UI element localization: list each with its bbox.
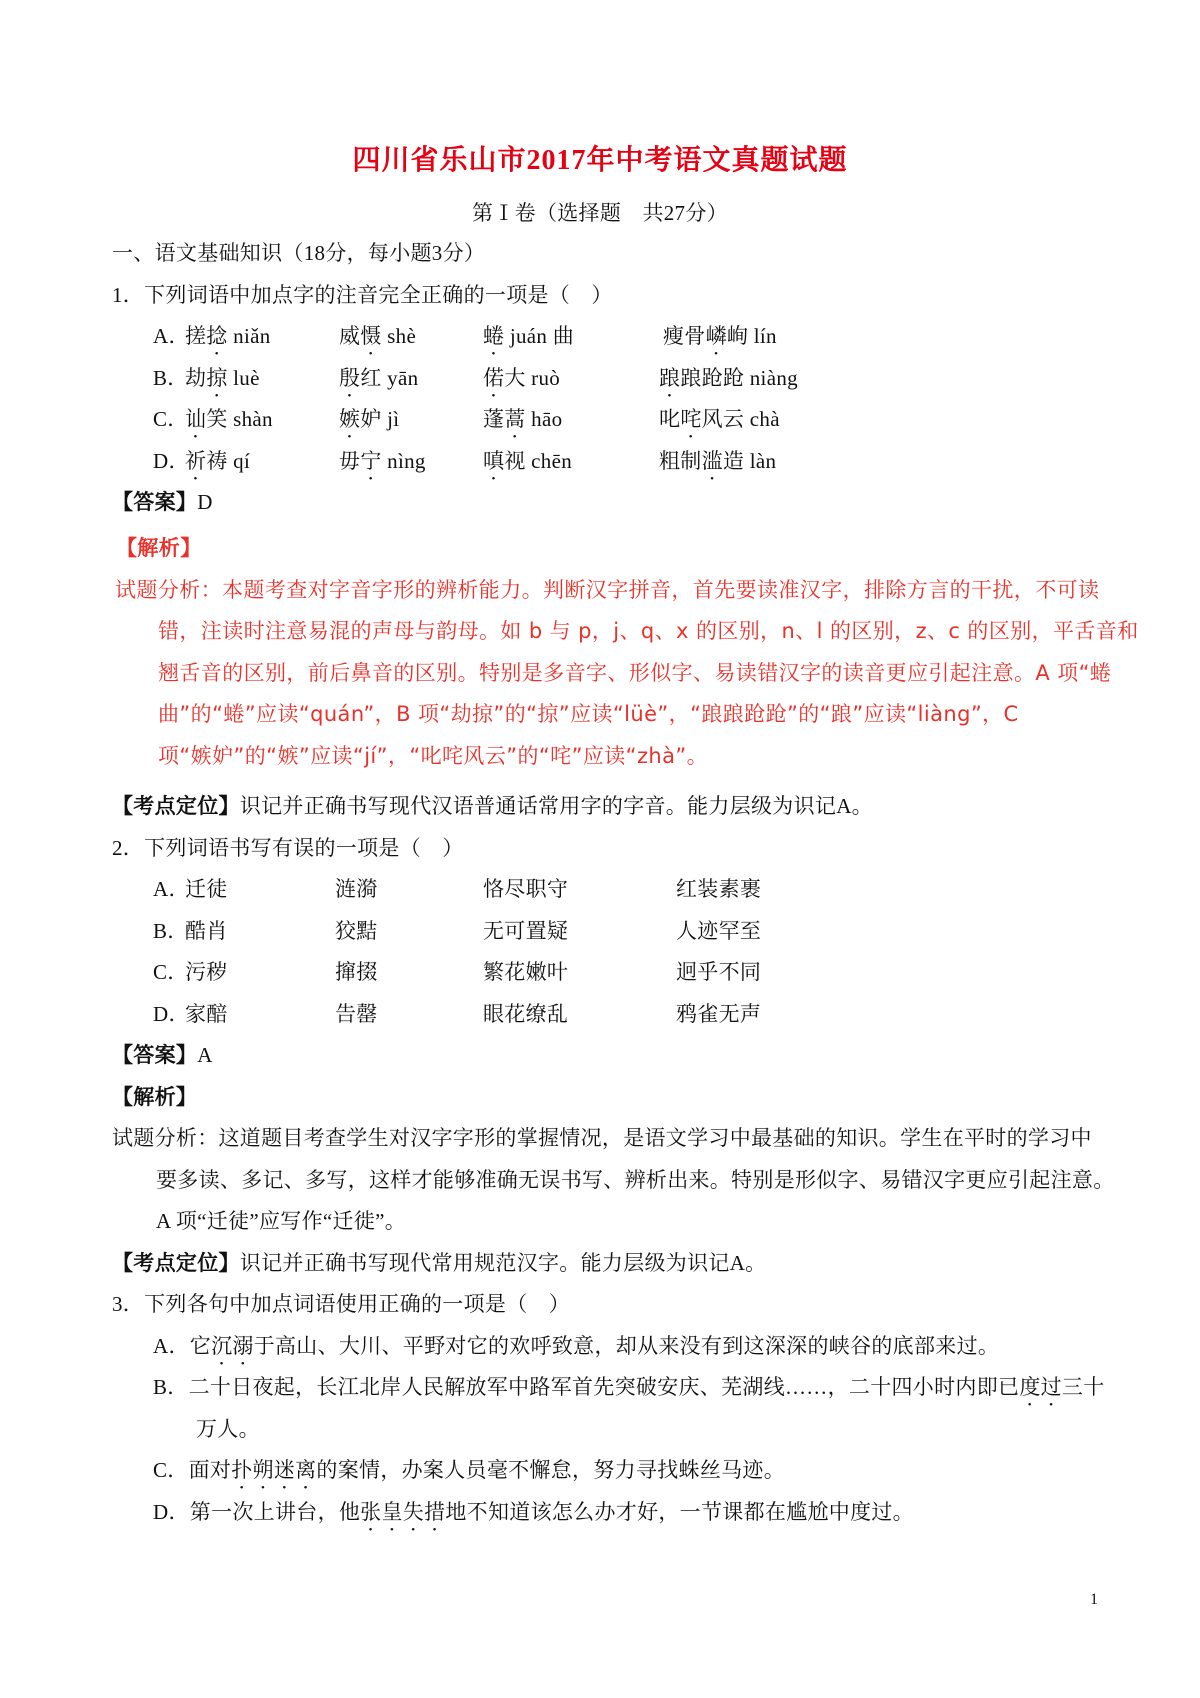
- text-run: 瘦骨: [663, 324, 706, 348]
- emphasized-text: 蜷: [483, 324, 505, 348]
- option-item: [663, 316, 777, 360]
- option-item: [185, 358, 260, 402]
- text-run: nìng: [381, 448, 426, 473]
- option-sentence: [189, 1458, 785, 1482]
- option-item: 涟漪: [335, 877, 378, 901]
- option-item: 家醅: [185, 1001, 228, 1026]
- analysis-label: 【解析】: [112, 1084, 198, 1109]
- text-run: 威: [339, 324, 361, 348]
- answer-line: [0, 1035, 1200, 1077]
- option-letter: B．: [153, 1375, 189, 1399]
- text-run: 于高山、大川、平野对它的欢呼致意，却从来没有到这深深的峡谷的底部来过。: [253, 1333, 1000, 1358]
- option-item: 无可置疑: [483, 918, 569, 943]
- option-sentence: [190, 1500, 914, 1524]
- option-item: [483, 316, 574, 360]
- emphasized-text: 蒿: [504, 407, 526, 431]
- text-run: 它: [189, 1333, 212, 1358]
- text-run: shè: [381, 324, 417, 348]
- option-item: 迥乎不同: [676, 960, 762, 984]
- text-run: 万人。: [196, 1416, 260, 1441]
- emphasized-text: 慑: [360, 324, 382, 348]
- text-run: 粗制: [659, 448, 702, 473]
- text-run: 搓: [185, 324, 207, 348]
- option-item: [339, 399, 399, 443]
- text-run: juán 曲: [504, 324, 575, 348]
- key-point-text: 识记并正确书写现代常用规范汉字。能力层级为识记A。: [239, 1250, 767, 1275]
- text-run: 笑 shàn: [206, 407, 273, 431]
- question-2: [0, 828, 1200, 1285]
- option-row-a: [0, 316, 1200, 358]
- key-point-label: 【考点定位】: [112, 794, 240, 818]
- emphasized-text: 宁: [360, 448, 382, 473]
- section-heading: 一、语文基础知识（18分，每小题3分）: [112, 241, 486, 265]
- emphasized-text: 捻: [206, 324, 228, 348]
- text-run: 造 làn: [722, 448, 777, 473]
- option-sentence: [196, 1417, 260, 1441]
- answer-label: 【答案】: [112, 1043, 198, 1067]
- option-item: 酷肖: [185, 918, 228, 943]
- text-run: 踉跄跄 niàng: [680, 365, 798, 390]
- option-letter: A．: [153, 877, 190, 901]
- option-letter: C．: [153, 407, 189, 431]
- volume-heading: 第Ⅰ卷（选择题 共27分）: [472, 201, 728, 225]
- option-letter: A．: [153, 1333, 190, 1358]
- analysis-line: 要多读、多记、多写，这样才能够准确无误书写、辨析出来。特别是形似字、易错汉字更应引起注意。: [156, 1167, 1115, 1192]
- emphasized-text: 踉: [659, 365, 681, 390]
- option-letter: B．: [153, 918, 189, 943]
- text-run: niǎn: [227, 324, 271, 348]
- emphasized-text: 张皇失措: [360, 1499, 446, 1524]
- option-row-b: [0, 358, 1200, 400]
- analysis-line: 试题分析：本题考查对字音字形的辨析能力。判断汉字拼音，首先要读准汉字，排除方言的干扰，不可读: [115, 577, 1100, 602]
- option-row-d: [0, 994, 1200, 1036]
- option-item: 撺掇: [335, 960, 378, 984]
- option-sentence: [190, 1334, 999, 1358]
- analysis-line: A 项“迁徒”应写作“迁徙”。: [156, 1209, 407, 1233]
- text-run: 地不知道该怎么办才好，一节课都在尴尬中度过。: [445, 1499, 914, 1524]
- answer-label: 【答案】: [112, 490, 198, 514]
- option-item: 迁徒: [185, 877, 228, 901]
- key-point-line: [0, 786, 1200, 828]
- text-run: 叱: [659, 407, 681, 431]
- answer-value: D: [197, 490, 213, 514]
- option-item: [185, 399, 273, 443]
- analysis-label: 【解析】: [116, 536, 202, 560]
- emphasized-text: 掠: [206, 365, 228, 390]
- text-run: 风云 chà: [701, 407, 780, 431]
- text-run: 的案情，办案人员毫不懈怠，努力寻找蛛丝马迹。: [316, 1458, 786, 1482]
- question-stem: 2．下列词语书写有误的一项是（ ）: [112, 835, 464, 860]
- analysis-line: 项“嫉妒”的“嫉”应读“jí”，“叱咤风云”的“咤”应读“zhà”。: [158, 743, 709, 768]
- option-item: [339, 316, 416, 360]
- page-title: 四川省乐山市2017年中考语文真题试题: [352, 145, 848, 176]
- emphasized-text: 嗔: [483, 448, 505, 473]
- option-item: [483, 441, 572, 485]
- emphasized-text: 咤: [680, 407, 702, 431]
- text-run: 第一次上讲台，他: [189, 1499, 361, 1524]
- option-item: 鸦雀无声: [676, 1001, 762, 1026]
- page-number: 1: [1090, 1591, 1099, 1608]
- option-letter: C．: [153, 1458, 189, 1482]
- option-row-c: [0, 399, 1200, 441]
- option-letter: A．: [153, 324, 190, 348]
- text-run: 面对: [188, 1458, 232, 1482]
- key-point-text: 识记并正确书写现代汉语普通话常用字的字音。能力层级为识记A。: [239, 794, 873, 818]
- option-letter: C．: [153, 960, 189, 984]
- answer-value: A: [197, 1043, 213, 1067]
- emphasized-text: 殷: [339, 365, 361, 390]
- option-row-c: [0, 1450, 1200, 1492]
- option-item: 眼花缭乱: [483, 1001, 569, 1026]
- option-item: 红装素裹: [676, 877, 762, 901]
- option-item: 污秽: [185, 960, 228, 984]
- option-item: [659, 441, 776, 485]
- question-stem: 1．下列词语中加点字的注音完全正确的一项是（ ）: [112, 282, 613, 307]
- emphasized-text: 沉溺: [211, 1333, 254, 1358]
- option-letter: B．: [153, 365, 189, 390]
- option-item: [659, 399, 780, 443]
- option-row-c: [0, 952, 1200, 994]
- option-row-b-continuation: [0, 1409, 1200, 1451]
- option-sentence: [189, 1375, 1105, 1399]
- emphasized-text: 嫉: [339, 407, 361, 431]
- option-item: [185, 316, 271, 360]
- question-stem: 3．下列各句中加点词语使用正确的一项是（ ）: [112, 1292, 571, 1316]
- option-row-d: [0, 1492, 1200, 1534]
- option-row-a: [0, 1326, 1200, 1368]
- option-item: [483, 399, 562, 443]
- question-3: [0, 1284, 1200, 1533]
- text-run: 毋: [339, 448, 361, 473]
- emphasized-text: 讪: [185, 407, 207, 431]
- text-run: 妒 jì: [360, 407, 400, 431]
- text-run: 蓬: [483, 407, 505, 431]
- emphasized-text: 偌: [483, 365, 505, 390]
- text-run: hāo: [525, 407, 563, 431]
- emphasized-text: 扑朔迷离: [231, 1458, 317, 1482]
- key-point-line: [0, 1243, 1200, 1285]
- option-item: 告罄: [335, 1001, 378, 1026]
- option-item: [659, 358, 798, 402]
- analysis-line: 翘舌音的区别，前后鼻音的区别。特别是多音字、形似字、易读错汉字的读音更应引起注意。A 项“蜷: [158, 660, 1112, 685]
- option-item: 人迹罕至: [676, 918, 762, 943]
- option-row-a: [0, 869, 1200, 911]
- text-run: 三十: [1061, 1375, 1105, 1399]
- text-run: 二十日夜起，长江北岸人民解放军中路军首先突破安庆、芜湖线……，二十四小时内即已: [188, 1375, 1020, 1399]
- emphasized-text: 祈: [185, 448, 207, 473]
- option-letter: D．: [153, 448, 190, 473]
- text-run: 峋 lín: [726, 324, 777, 348]
- text-run: 祷 qí: [206, 448, 251, 473]
- option-item: [339, 441, 426, 485]
- option-item: [483, 358, 560, 402]
- text-run: 红 yān: [360, 365, 419, 390]
- text-run: 大 ruò: [504, 365, 561, 390]
- option-letter: D．: [153, 1499, 190, 1524]
- text-run: 劫: [185, 365, 207, 390]
- option-item: [339, 358, 418, 402]
- analysis-line: 试题分析：这道题目考查学生对汉字字形的掌握情况，是语文学习中最基础的知识。学生在平时的学习中: [112, 1126, 1092, 1150]
- text-run: 视 chēn: [504, 448, 573, 473]
- answer-line: [0, 482, 1200, 524]
- emphasized-text: 嶙: [705, 324, 727, 348]
- analysis-line: 曲”的“蜷”应读“quán”，B 项“劫掠”的“掠”应读“lüè”，“踉踉跄跄”的“踉”应读“liàng”，C: [158, 702, 1019, 726]
- question-1: [0, 275, 1200, 828]
- option-item: 狡黠: [335, 918, 378, 943]
- option-row-b: [0, 911, 1200, 953]
- option-row-b: [0, 1367, 1200, 1409]
- option-item: 恪尽职守: [483, 877, 569, 901]
- option-row-d: [0, 441, 1200, 483]
- emphasized-text: 滥: [701, 448, 723, 473]
- exam-content: [0, 233, 1200, 1533]
- emphasized-text: 度过: [1019, 1375, 1062, 1399]
- option-item: 繁花嫩叶: [483, 960, 569, 984]
- text-run: luè: [227, 365, 260, 390]
- option-item: [185, 441, 250, 485]
- key-point-label: 【考点定位】: [112, 1250, 240, 1275]
- analysis-line: 错，注读时注意易混的声母与韵母。如 b 与 p，j、q、x 的区别，n、l 的区别，z、c 的区别，平舌音和: [158, 619, 1139, 643]
- option-letter: D．: [153, 1001, 190, 1026]
